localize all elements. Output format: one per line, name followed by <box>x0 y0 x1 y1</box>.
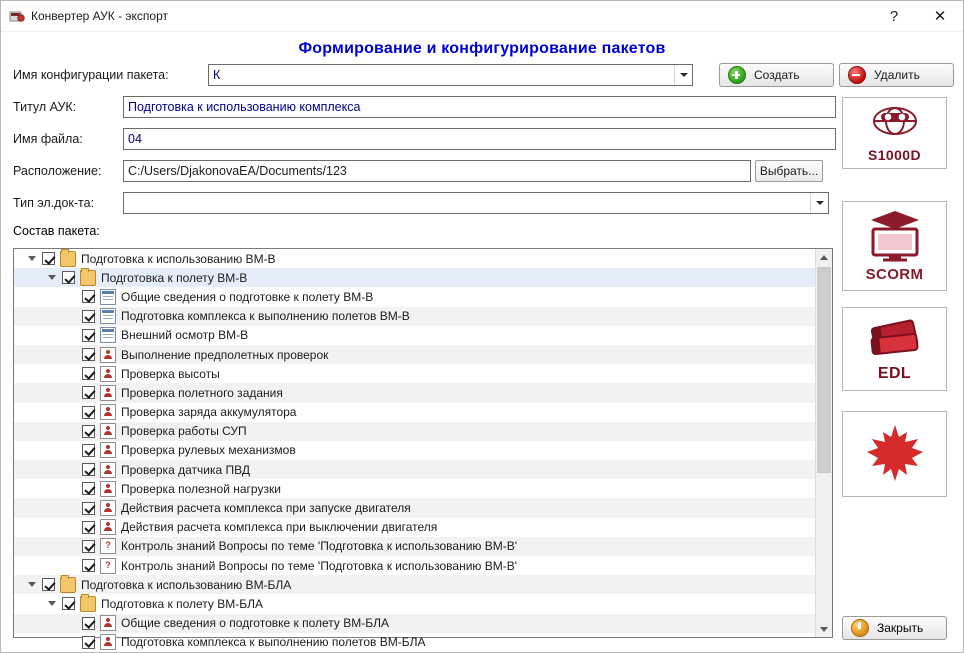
delete-button[interactable] <box>839 63 954 87</box>
tree-row[interactable] <box>14 326 815 345</box>
tree-row-checkbox[interactable] <box>82 290 95 303</box>
package-tree <box>13 248 833 650</box>
tree-row-label: Подготовка к использованию ВМ-БЛА <box>81 577 292 592</box>
tree-row-label: Проверка рулевых механизмов <box>121 443 296 458</box>
title-bar <box>1 1 963 32</box>
tree-row-checkbox[interactable] <box>82 348 95 361</box>
minus-circle-icon <box>848 66 866 84</box>
tree-row-label: Подготовка к полету ВМ-БЛА <box>101 596 263 611</box>
tree-row[interactable] <box>14 364 815 383</box>
close-button-label: Закрыть <box>877 621 924 635</box>
procedure-icon <box>100 615 116 631</box>
tree-row-checkbox[interactable] <box>82 636 95 649</box>
procedure-icon <box>100 481 116 497</box>
tree-row-checkbox[interactable] <box>82 406 95 419</box>
tree-row-checkbox[interactable] <box>82 329 95 342</box>
tree-row-label: Контроль знаний Вопросы по теме 'Подготовка к использованию ВМ-В' <box>121 539 518 554</box>
tree-row-label: Проверка заряда аккумулятора <box>121 405 297 420</box>
tree-row[interactable] <box>14 422 815 441</box>
question-icon <box>100 538 116 554</box>
close-button[interactable] <box>842 616 947 640</box>
expander-toggle[interactable] <box>22 580 42 589</box>
tree-row-label: Контроль знаний Вопросы по теме 'Подготовка к использованию ВМ-В' <box>121 558 518 573</box>
folder-icon <box>80 270 96 286</box>
chevron-down-icon[interactable] <box>28 254 37 263</box>
procedure-icon <box>100 634 116 650</box>
file-name-row <box>13 127 843 151</box>
tree-row-checkbox[interactable] <box>82 617 95 630</box>
tree-row-checkbox[interactable] <box>82 482 95 495</box>
tree-row-label: Подготовка комплекса к выполнению полетов ВМ-В <box>121 309 410 324</box>
tree-row-label: Проверка полезной нагрузки <box>121 481 281 496</box>
tree-body[interactable] <box>14 249 815 650</box>
browse-button[interactable]: Выбрать... <box>755 160 823 182</box>
procedure-icon <box>100 519 116 535</box>
power-icon <box>851 619 869 637</box>
export-s1000d-label: S1000D <box>868 146 921 163</box>
tree-row-label: Проверка полетного задания <box>121 385 283 400</box>
chevron-down-icon[interactable] <box>810 193 828 213</box>
scroll-down-icon[interactable] <box>816 621 832 637</box>
tree-row-label: Выполнение предполетных проверок <box>121 347 329 362</box>
folder-icon <box>80 596 96 612</box>
folder-icon <box>60 251 76 267</box>
question-icon <box>100 558 116 574</box>
tree-row-checkbox[interactable] <box>82 425 95 438</box>
tree-row[interactable] <box>14 460 815 479</box>
tree-row[interactable] <box>14 498 815 517</box>
config-name-label: Имя конфигурации пакета: <box>13 68 169 82</box>
location-row <box>13 159 843 183</box>
auk-title-label: Титул АУК: <box>13 100 77 114</box>
tree-row-label: Проверка работы СУП <box>121 424 247 439</box>
procedure-icon <box>100 366 116 382</box>
doc-type-combo[interactable] <box>123 192 829 214</box>
scroll-thumb[interactable] <box>817 267 831 473</box>
auk-title-input[interactable]: Подготовка к использованию комплекса <box>123 96 836 118</box>
tree-row-label: Общие сведения о подготовке к полету ВМ-В <box>121 289 374 304</box>
tree-row-label: Действия расчета комплекса при запуске двигателя <box>121 501 411 516</box>
tree-row[interactable] <box>14 575 815 594</box>
tree-row-checkbox[interactable] <box>82 463 95 476</box>
chevron-down-icon[interactable] <box>674 65 692 85</box>
tree-row[interactable] <box>14 479 815 498</box>
chevron-down-icon[interactable] <box>48 599 57 608</box>
tree-row[interactable] <box>14 403 815 422</box>
tree-row-label: Подготовка к полету ВМ-В <box>101 270 248 285</box>
tree-row[interactable] <box>14 633 815 652</box>
procedure-icon <box>100 347 116 363</box>
expander-toggle[interactable] <box>42 599 62 608</box>
tree-row-label: Действия расчета комплекса при выключении двигателя <box>121 520 438 535</box>
tree-row-checkbox[interactable] <box>82 367 95 380</box>
export-scorm-label: SCORM <box>865 266 924 283</box>
export-scorm-button[interactable] <box>842 201 947 291</box>
tree-row[interactable] <box>14 383 815 402</box>
tree-row[interactable] <box>14 556 815 575</box>
tree-row-checkbox[interactable] <box>82 502 95 515</box>
file-name-input[interactable]: 04 <box>123 128 836 150</box>
config-name-value: К <box>213 68 221 82</box>
tree-row-checkbox[interactable] <box>82 540 95 553</box>
create-button[interactable] <box>719 63 834 87</box>
tree-row[interactable] <box>14 518 815 537</box>
chevron-down-icon[interactable] <box>48 273 57 282</box>
tree-row-label: Проверка датчика ПВД <box>121 462 250 477</box>
procedure-icon <box>100 462 116 478</box>
export-s1000d-button[interactable] <box>842 97 947 169</box>
window-title: Конвертер АУК - экспорт <box>31 9 168 23</box>
tree-row[interactable] <box>14 345 815 364</box>
expander-toggle[interactable] <box>22 254 42 263</box>
form-area <box>13 63 843 223</box>
tree-row[interactable] <box>14 441 815 460</box>
tree-row[interactable] <box>14 307 815 326</box>
tree-row[interactable] <box>14 537 815 556</box>
document-icon <box>100 308 116 324</box>
scroll-up-icon[interactable] <box>816 249 832 265</box>
tree-row[interactable] <box>14 287 815 306</box>
location-label: Расположение: <box>13 164 102 178</box>
help-button[interactable]: ? <box>889 7 899 25</box>
folder-icon <box>60 577 76 593</box>
tree-row-checkbox[interactable] <box>42 578 55 591</box>
tree-row-checkbox[interactable] <box>82 521 95 534</box>
procedure-icon <box>100 500 116 516</box>
procedure-icon <box>100 423 116 439</box>
tree-row[interactable] <box>14 594 815 613</box>
delete-button-label: Удалить <box>874 68 920 82</box>
tree-row-checkbox[interactable] <box>62 597 75 610</box>
procedure-icon <box>100 385 116 401</box>
tree-row-checkbox[interactable] <box>82 444 95 457</box>
books-icon <box>864 316 926 365</box>
auk-title-row <box>13 95 843 119</box>
maple-leaf-icon <box>862 420 928 489</box>
export-edl-label: EDL <box>877 364 912 382</box>
tree-row-checkbox[interactable] <box>62 271 75 284</box>
tree-row-label: Общие сведения о подготовке к полету ВМ-БЛА <box>121 616 390 631</box>
composition-label: Состав пакета: <box>13 224 100 238</box>
app-icon <box>9 8 25 24</box>
document-icon <box>100 289 116 305</box>
procedure-icon <box>100 442 116 458</box>
tree-row-checkbox[interactable] <box>82 386 95 399</box>
globe-icon <box>864 104 926 147</box>
tree-row-checkbox[interactable] <box>82 310 95 323</box>
graduation-monitor-icon <box>865 209 925 266</box>
tree-row-label: Внешний осмотр ВМ-В <box>121 328 249 343</box>
close-window-button[interactable]: ✕ <box>933 8 947 25</box>
procedure-icon <box>100 404 116 420</box>
document-icon <box>100 327 116 343</box>
tree-row[interactable] <box>14 614 815 633</box>
location-input[interactable]: C:/Users/DjakonovaEA/Documents/123 <box>123 160 751 182</box>
export-maple-button[interactable] <box>842 411 947 497</box>
tree-row-checkbox[interactable] <box>42 252 55 265</box>
file-name-label: Имя файла: <box>13 132 83 146</box>
doc-type-label: Тип эл.док-та: <box>13 196 95 210</box>
tree-row-label: Проверка высоты <box>121 366 220 381</box>
expander-toggle[interactable] <box>42 273 62 282</box>
tree-row[interactable] <box>14 268 815 287</box>
tree-row-label: Подготовка к использованию ВМ-В <box>81 251 276 266</box>
export-edl-button[interactable] <box>842 307 947 391</box>
chevron-down-icon[interactable] <box>28 580 37 589</box>
page-title: Формирование и конфигурирование пакетов <box>298 40 666 57</box>
config-name-combo[interactable] <box>208 64 693 86</box>
tree-row-checkbox[interactable] <box>82 559 95 572</box>
tree-scrollbar[interactable] <box>815 249 832 637</box>
create-button-label: Создать <box>754 68 800 82</box>
tree-row-label: Подготовка комплекса к выполнению полетов ВМ-БЛА <box>121 635 426 650</box>
plus-circle-icon <box>728 66 746 84</box>
tree-row[interactable] <box>14 249 815 268</box>
doc-type-row <box>13 191 843 215</box>
